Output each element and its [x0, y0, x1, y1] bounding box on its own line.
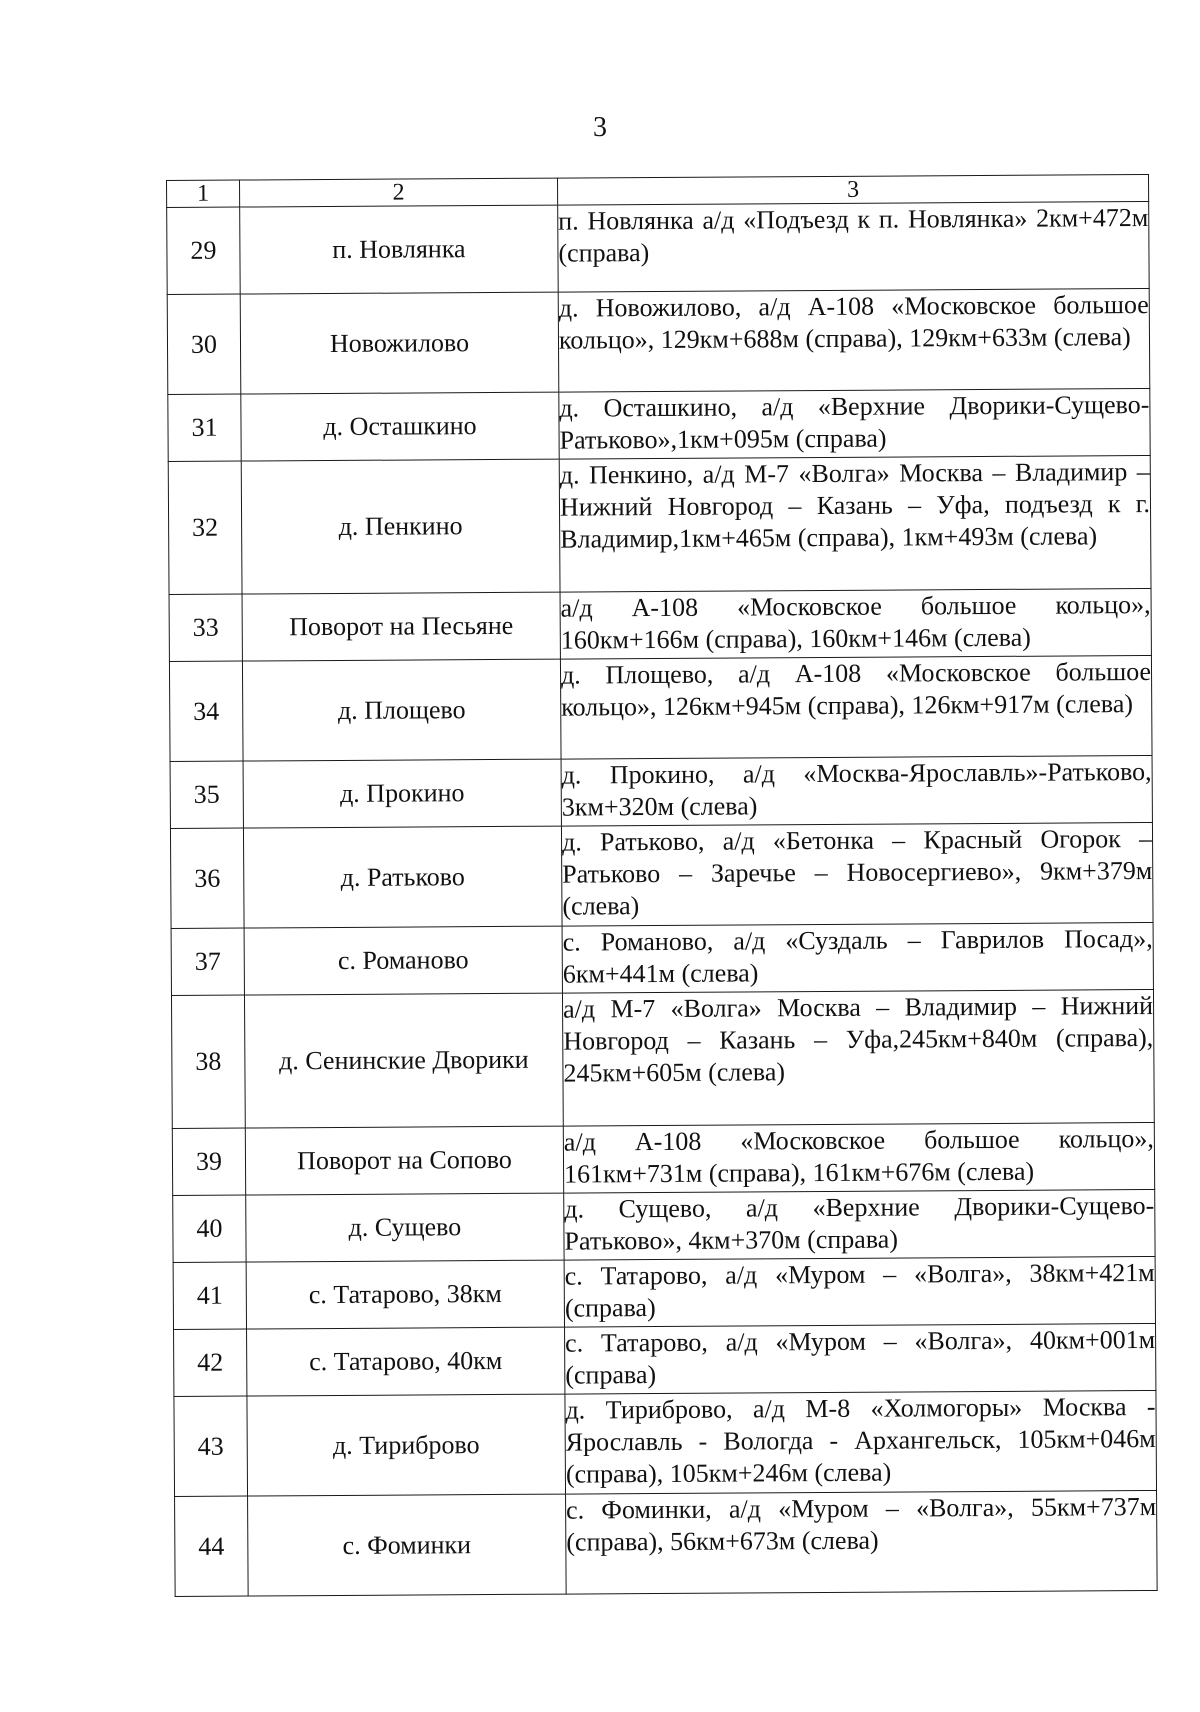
stop-location: с. Фоминки, а/д «Муром – «Волга», 55км+737м (справа), 56км+673м (слева) [566, 1490, 1158, 1594]
stop-name: д. Тириброво [247, 1394, 566, 1496]
stop-location: д. Ратьково, а/д «Бетонка – Красный Огорок – Ратьково – Заречье – Новосергиево», 9км+379м (слева) [561, 822, 1153, 926]
stop-location: с. Татарово, а/д «Муром – «Волга», 40км+001м (справа) [565, 1323, 1156, 1394]
column-header-location: 3 [557, 174, 1148, 205]
stop-name: д. Площево [242, 659, 561, 761]
stop-location: а/д А-108 «Московское большое кольцо», 160км+166м (справа), 160км+146м (слева) [560, 588, 1151, 659]
row-number: 34 [169, 661, 243, 761]
row-number: 39 [172, 1128, 245, 1195]
stop-name: д. Пенкино [241, 459, 560, 594]
table-row [170, 822, 1153, 928]
stop-name: д. Ратьково [243, 826, 562, 928]
table-row [174, 1390, 1157, 1496]
row-number: 33 [169, 594, 242, 661]
row-number: 40 [173, 1195, 246, 1262]
row-number: 32 [168, 461, 242, 594]
stop-name: д. Сущево [246, 1193, 564, 1262]
row-number: 41 [173, 1262, 246, 1329]
stop-location: д. Сущево, а/д «Верхние Дворики-Сущево-Ратьково», 4км+370м (справа) [564, 1189, 1155, 1260]
stop-location: д. Тириброво, а/д М-8 «Холмогоры» Москва - Ярославль - Вологда - Архангельск, 105км+046м (справа), 105км+246м (слева) [565, 1390, 1157, 1494]
stop-location: п. Новлянка а/д «Подъезд к п. Новлянка» 2км+472м (справа) [558, 201, 1150, 292]
table-row [168, 388, 1150, 461]
stop-location: с. Татарово, а/д «Муром – «Волга», 38км+421м (справа) [564, 1256, 1155, 1327]
stop-location: а/д М-7 «Волга» Москва – Владимир – Нижний Новгород – Казань – Уфа,245км+840м (справа), 245км+605м (слева) [562, 989, 1154, 1126]
column-header-name: 2 [240, 178, 558, 207]
page-number: 3 [593, 112, 607, 143]
table-row [173, 1256, 1155, 1329]
table-row [167, 201, 1150, 294]
row-number: 43 [174, 1396, 248, 1496]
stop-location: с. Романово, а/д «Суздаль – Гаврилов Посад», 6км+441м (слева) [562, 922, 1153, 993]
table-row [171, 922, 1153, 995]
table-row [173, 1189, 1155, 1262]
stop-location: д. Площево, а/д А-108 «Московское большое кольцо», 126км+945м (справа), 126км+917м (слева) [560, 655, 1152, 759]
stop-name: Поворот на Сопово [245, 1126, 563, 1195]
stop-name: с. Татарово, 40км [247, 1327, 565, 1396]
table-row [174, 1323, 1156, 1396]
table-row [167, 288, 1150, 394]
stop-name: с. Татарово, 38км [246, 1260, 564, 1329]
table-row [169, 655, 1152, 761]
table-row [175, 1490, 1158, 1596]
table-row [170, 755, 1152, 828]
stop-name: Поворот на Песьяне [242, 592, 560, 661]
stop-location: д. Пенкино, а/д М-7 «Волга» Москва – Владимир – Нижний Новгород – Казань – Уфа, подъезд к г. Владимир,1км+465м (справа), 1км+493м (слева) [559, 455, 1151, 592]
row-number: 30 [167, 294, 241, 394]
stop-location: д. Новожилово, а/д А-108 «Московское большое кольцо», 129км+688м (справа), 129км+633м (слева) [558, 288, 1150, 392]
row-number: 31 [168, 394, 241, 461]
stop-name: с. Фоминки [248, 1494, 567, 1596]
row-number: 42 [174, 1329, 247, 1396]
row-number: 37 [171, 928, 244, 995]
table-row [171, 989, 1154, 1128]
stop-name: Новожилово [240, 292, 559, 394]
stop-name: п. Новлянка [240, 205, 559, 294]
row-number: 36 [170, 828, 244, 928]
row-number: 35 [170, 761, 243, 828]
column-header-number: 1 [167, 180, 240, 207]
stop-name: д. Сенинские Дворики [244, 993, 563, 1128]
stop-location: а/д А-108 «Московское большое кольцо», 161км+731м (справа), 161км+676м (слева) [563, 1122, 1154, 1193]
row-number: 38 [171, 995, 245, 1128]
stops-table [166, 174, 1158, 1597]
row-number: 44 [175, 1496, 249, 1596]
row-number: 29 [167, 207, 241, 294]
table-row [169, 588, 1151, 661]
stop-name: с. Романово [244, 926, 562, 995]
stop-name: д. Осташкино [241, 392, 559, 461]
stop-location: д. Осташкино, а/д «Верхние Дворики-Сущево-Ратьково»,1км+095м (справа) [559, 388, 1150, 459]
table-row [172, 1122, 1154, 1195]
stop-name: д. Прокино [243, 759, 561, 828]
stop-location: д. Прокино, а/д «Москва-Ярославль»-Ратьково, 3км+320м (слева) [561, 755, 1152, 826]
table-row [168, 455, 1151, 594]
